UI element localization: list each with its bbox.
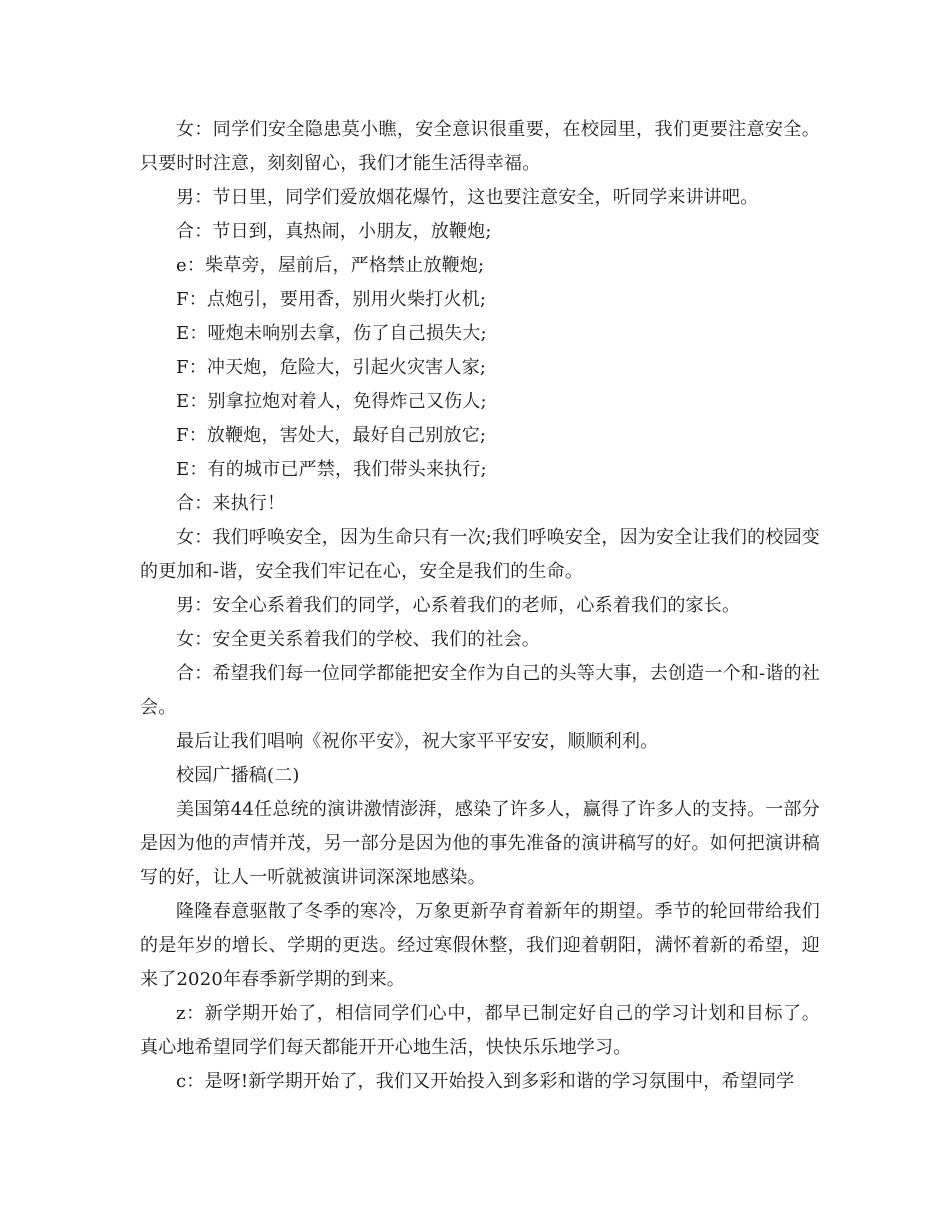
paragraph: 男：节日里，同学们爱放烟花爆竹，这也要注意安全，听同学来讲讲吧。 <box>176 187 759 208</box>
paragraph: F：放鞭炮，害处大，最好自己别放它; <box>176 425 487 446</box>
paragraph: 合：来执行！ <box>176 493 286 514</box>
paragraph: 合：节日到，真热闹，小朋友，放鞭炮; <box>176 221 492 242</box>
paragraph: 女：我们呼唤安全，因为生命只有一次;我们呼唤安全，因为安全让我们的校园变的更加和-谐，安全我们牢记在心，安全是我们的生命。 <box>140 527 820 582</box>
paragraph: 最后让我们唱响《祝你平安》，祝大家平平安安，顺顺利利。 <box>176 731 659 752</box>
paragraph: E：有的城市已严禁，我们带头来执行; <box>176 459 487 480</box>
section-heading: 校园广播稿(二) <box>176 765 300 786</box>
paragraph: c：是呀!新学期开始了，我们又开始投入到多彩和谐的学习氛围中，希望同学 <box>176 1071 795 1092</box>
paragraph: 合：希望我们每一位同学都能把安全作为自己的头等大事，去创造一个和-谐的社会。 <box>140 663 820 718</box>
paragraph: 女：同学们安全隐患莫小瞧，安全意识很重要，在校园里，我们更要注意安全。只要时时注意，刻刻留心，我们才能生活得幸福。 <box>140 119 820 174</box>
paragraph: 隆隆春意驱散了冬季的寒冷，万象更新孕育着新年的期望。季节的轮回带给我们的是年岁的增长、学期的更迭。经过寒假休整，我们迎着朝阳，满怀着新的希望，迎来了2020年春季新学期的到来。 <box>140 901 820 990</box>
paragraph: 美国第44任总统的演讲激情澎湃，感染了许多人，赢得了许多人的支持。一部分是因为他的声情并茂，另一部分是因为他的事先准备的演讲稿写的好。如何把演讲稿写的好，让人一听就被演讲词深深地感染。 <box>140 799 820 888</box>
paragraph: z：新学期开始了，相信同学们心中，都早已制定好自己的学习计划和目标了。真心地希望同学们每天都能开开心地生活，快快乐乐地学习。 <box>140 1003 820 1058</box>
document-page <box>140 113 820 1099</box>
paragraph: E：别拿拉炮对着人，免得炸己又伤人; <box>176 391 487 412</box>
paragraph: 男：安全心系着我们的同学，心系着我们的老师，心系着我们的家长。 <box>176 595 741 616</box>
paragraph: F：点炮引，要用香，别用火柴打火机; <box>176 289 487 310</box>
paragraph: F：冲天炮，危险大，引起火灾害人家; <box>176 357 487 378</box>
paragraph: e：柴草旁，屋前后，严格禁止放鞭炮; <box>176 255 485 276</box>
paragraph: E：哑炮未响别去拿，伤了自己损失大; <box>176 323 487 344</box>
paragraph: 女：安全更关系着我们的学校、我们的社会。 <box>176 629 540 650</box>
